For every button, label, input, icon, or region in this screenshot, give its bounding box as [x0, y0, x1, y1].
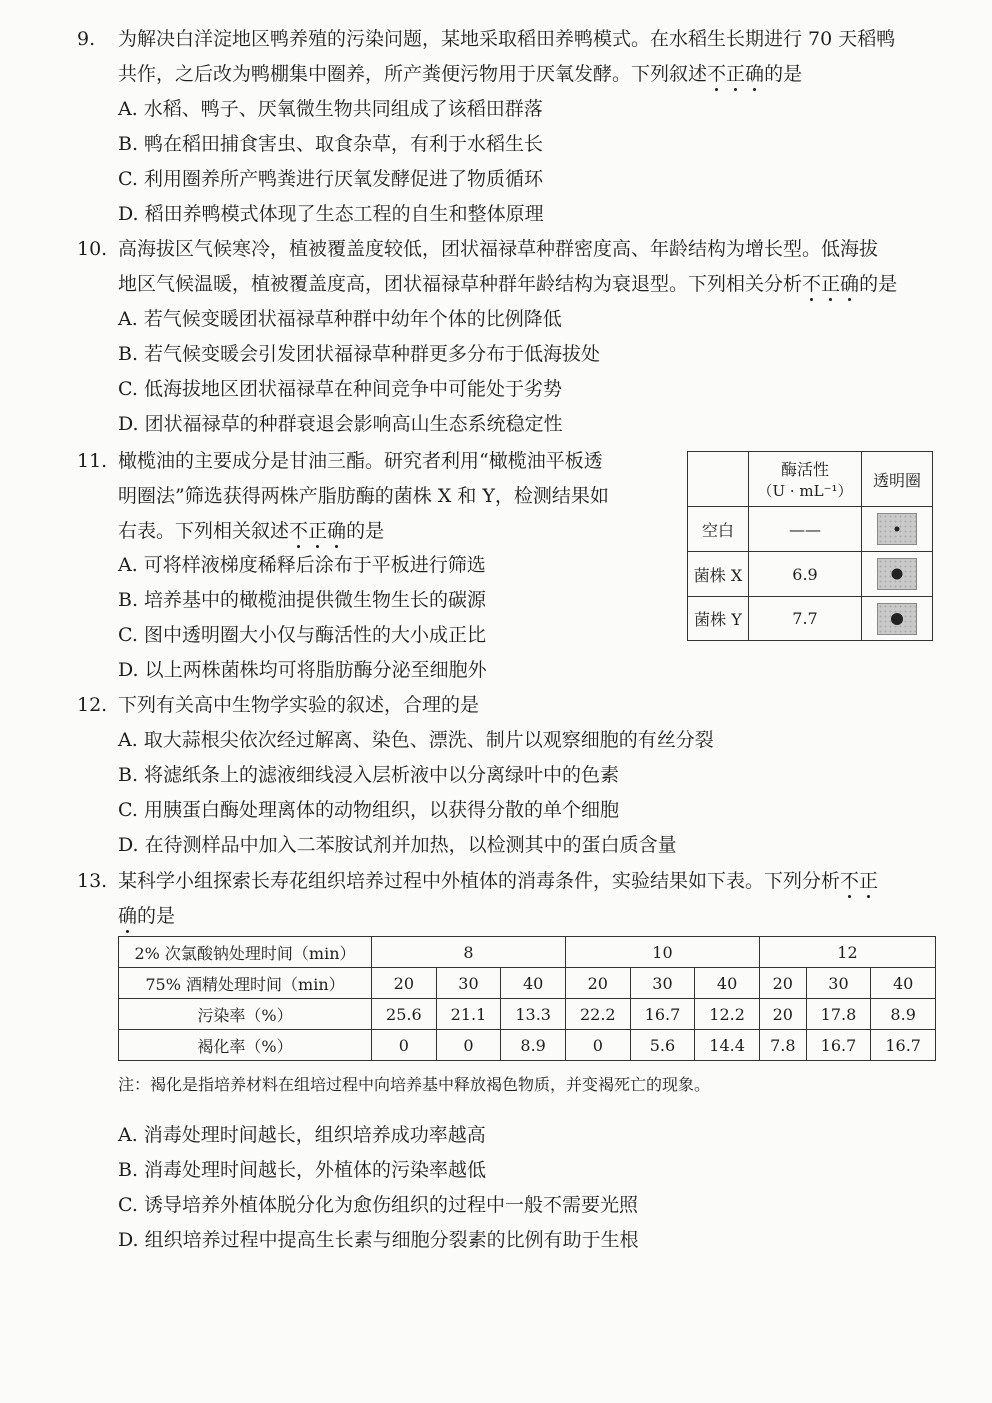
- emphasis-char: 不: [289, 520, 309, 542]
- table-cell: 0: [372, 1030, 437, 1061]
- emphasis-char: 正: [308, 520, 328, 542]
- option-b: B. 将滤纸条上的滤液细线浸入层析液中以分离绿叶中的色素: [118, 764, 620, 786]
- question-number: 10.: [77, 238, 108, 260]
- question-stem: 某科学小组探索长寿花组织培养过程中外植体的消毒条件，实验结果如下表。下列分析不正: [118, 870, 879, 892]
- option-b: B. 消毒处理时间越长，外植体的污染率越低: [118, 1159, 487, 1181]
- emphasis-char: 正: [821, 273, 841, 295]
- option-d: D. 稻田养鸭模式体现了生态工程的自生和整体原理: [118, 203, 544, 225]
- table-row: [688, 507, 933, 552]
- emphasis-char: 确: [840, 273, 860, 295]
- table-cell: 16.7: [630, 999, 695, 1030]
- activity-value: 6.9: [749, 552, 862, 597]
- table-cell: 30: [630, 968, 695, 999]
- question-stem: 共作，之后改为鸭棚集中圈养，所产粪便污物用于厌氧发酵。下列叙述不正确的是: [118, 63, 803, 85]
- question-stem: 下列有关高中生物学实验的叙述，合理的是: [118, 694, 480, 716]
- table-cell: 30: [806, 968, 871, 999]
- emphasis-char: 不: [840, 870, 860, 892]
- row-label: 菌株 X: [688, 552, 749, 597]
- option-b: B. 鸭在稻田捕食害虫、取食杂草，有利于水稻生长: [118, 133, 544, 155]
- option-d: D. 在待测样品中加入二苯胺试剂并加热，以检测其中的蛋白质含量: [118, 834, 677, 856]
- strain-y-plate-image: [877, 603, 917, 635]
- row-label: 空白: [688, 507, 749, 552]
- option-b: B. 培养基中的橄榄油提供微生物生长的碳源: [118, 589, 487, 611]
- table-cell: 21.1: [436, 999, 501, 1030]
- table-cell: 14.4: [695, 1030, 760, 1061]
- table-cell: 0: [436, 1030, 501, 1061]
- table-cell: 40: [695, 968, 760, 999]
- table-row: [119, 937, 936, 968]
- enzyme-activity-table: [687, 451, 933, 641]
- colony-spot: [895, 527, 900, 532]
- emphasis-text: [840, 870, 878, 892]
- option-d: D. 组织培养过程中提高生长素与细胞分裂素的比例有助于生根: [118, 1229, 639, 1251]
- option-b: B. 若气候变暖会引发团状福禄草种群更多分布于低海拔处: [118, 343, 601, 365]
- emphasis-text: [707, 63, 764, 85]
- table-row: [119, 999, 936, 1030]
- table-cell: 22.2: [565, 999, 630, 1030]
- emphasis-text: [289, 520, 346, 542]
- table-cell: 7.8: [759, 1030, 806, 1061]
- group-header: 10: [565, 937, 759, 968]
- table-cell: 13.3: [501, 999, 566, 1030]
- option-c: C. 低海拔地区团状福禄草在种间竞争中可能处于劣势: [118, 378, 562, 400]
- activity-value: 7.7: [749, 597, 862, 641]
- question-number: 13.: [77, 870, 108, 892]
- emphasis-char: 不: [707, 63, 727, 85]
- row-header: 75% 酒精处理时间（min）: [119, 968, 372, 999]
- question-stem: 明圈法”筛选获得两株产脂肪酶的菌株 X 和 Y，检测结果如: [118, 485, 609, 507]
- row-header: 褐化率（%）: [119, 1030, 372, 1061]
- option-c: C. 利用圈养所产鸭粪进行厌氧发酵促进了物质循环: [118, 168, 543, 190]
- option-a: A. 水稻、鸭子、厌氧微生物共同组成了该稻田群落: [118, 98, 543, 120]
- table-row: [119, 968, 936, 999]
- blank-plate-image: [877, 513, 917, 545]
- activity-value: ——: [749, 507, 862, 552]
- table-corner: [688, 452, 749, 507]
- emphasis-text: [118, 905, 137, 927]
- question-stem: 确的是: [118, 905, 176, 927]
- question-stem: 高海拔区气候寒冷，植被覆盖度较低，团状福禄草种群密度高、年龄结构为增长型。低海拔: [118, 238, 879, 260]
- question-number: 11.: [77, 450, 108, 472]
- table-cell: 17.8: [806, 999, 871, 1030]
- table-cell: 20: [759, 968, 806, 999]
- question-stem: 地区气候温暖，植被覆盖度高，团状福禄草种群年龄结构为衰退型。下列相关分析不正确的是: [118, 273, 898, 295]
- option-a: A. 消毒处理时间越长，组织培养成功率越高: [118, 1124, 486, 1146]
- emphasis-char: 确: [745, 63, 765, 85]
- group-header: 8: [372, 937, 566, 968]
- row-label: 菌株 Y: [688, 597, 749, 641]
- clear-zone: [891, 613, 903, 625]
- table-cell: 20: [759, 999, 806, 1030]
- table-cell: 8.9: [871, 999, 936, 1030]
- zone-cell: [862, 507, 933, 552]
- table-cell: 8.9: [501, 1030, 566, 1061]
- group-header: 12: [759, 937, 935, 968]
- table-row: [119, 1030, 936, 1061]
- table-cell: 20: [372, 968, 437, 999]
- table-row: [688, 552, 933, 597]
- table-row: [688, 597, 933, 641]
- emphasis-char: 不: [802, 273, 822, 295]
- question-number: 9.: [77, 28, 96, 50]
- emphasis-char: 确: [118, 905, 138, 927]
- zone-cell: [862, 597, 933, 641]
- option-c: C. 图中透明圈大小仅与酶活性的大小成正比: [118, 624, 486, 646]
- table-cell: 16.7: [806, 1030, 871, 1061]
- table-cell: 30: [436, 968, 501, 999]
- option-c: C. 诱导培养外植体脱分化为愈伤组织的过程中一般不需要光照: [118, 1194, 638, 1216]
- emphasis-char: 确: [327, 520, 347, 542]
- question-number: 12.: [77, 694, 108, 716]
- column-header-activity: 酶活性 （U · mL⁻¹）: [749, 452, 862, 507]
- question-stem: 右表。下列相关叙述不正确的是: [118, 520, 385, 542]
- option-a: A. 取大蒜根尖依次经过解离、染色、漂洗、制片以观察细胞的有丝分裂: [118, 729, 714, 751]
- disinfection-results-table: [118, 936, 936, 1061]
- strain-x-plate-image: [877, 558, 917, 590]
- emphasis-char: 正: [726, 63, 746, 85]
- table-note: 注：褐化是指培养材料在组培过程中向培养基中释放褐色物质，并变褐死亡的现象。: [118, 1075, 711, 1094]
- emphasis-char: 正: [859, 870, 879, 892]
- option-a: A. 可将样液梯度稀释后涂布于平板进行筛选: [118, 554, 486, 576]
- option-a: A. 若气候变暖团状福禄草种群中幼年个体的比例降低: [118, 308, 562, 330]
- table-cell: 12.2: [695, 999, 760, 1030]
- question-stem: 为解决白洋淀地区鸭养殖的污染问题，某地采取稻田养鸭模式。在水稻生长期进行 70 天稻鸭: [118, 28, 896, 50]
- option-d: D. 团状福禄草的种群衰退会影响高山生态系统稳定性: [118, 413, 563, 435]
- row-header: 污染率（%）: [119, 999, 372, 1030]
- table-cell: 20: [565, 968, 630, 999]
- zone-cell: [862, 552, 933, 597]
- emphasis-text: [802, 273, 859, 295]
- table-cell: 0: [565, 1030, 630, 1061]
- question-stem: 橄榄油的主要成分是甘油三酯。研究者利用“橄榄油平板透: [118, 450, 603, 472]
- table-cell: 16.7: [871, 1030, 936, 1061]
- table-cell: 5.6: [630, 1030, 695, 1061]
- option-c: C. 用胰蛋白酶处理离体的动物组织，以获得分散的单个细胞: [118, 799, 619, 821]
- table-cell: 40: [501, 968, 566, 999]
- table-cell: 40: [871, 968, 936, 999]
- option-d: D. 以上两株菌株均可将脂肪酶分泌至细胞外: [118, 659, 487, 681]
- row-header: 2% 次氯酸钠处理时间（min）: [119, 937, 372, 968]
- column-header-zone: 透明圈: [862, 452, 933, 507]
- clear-zone: [892, 569, 903, 580]
- table-cell: 25.6: [372, 999, 437, 1030]
